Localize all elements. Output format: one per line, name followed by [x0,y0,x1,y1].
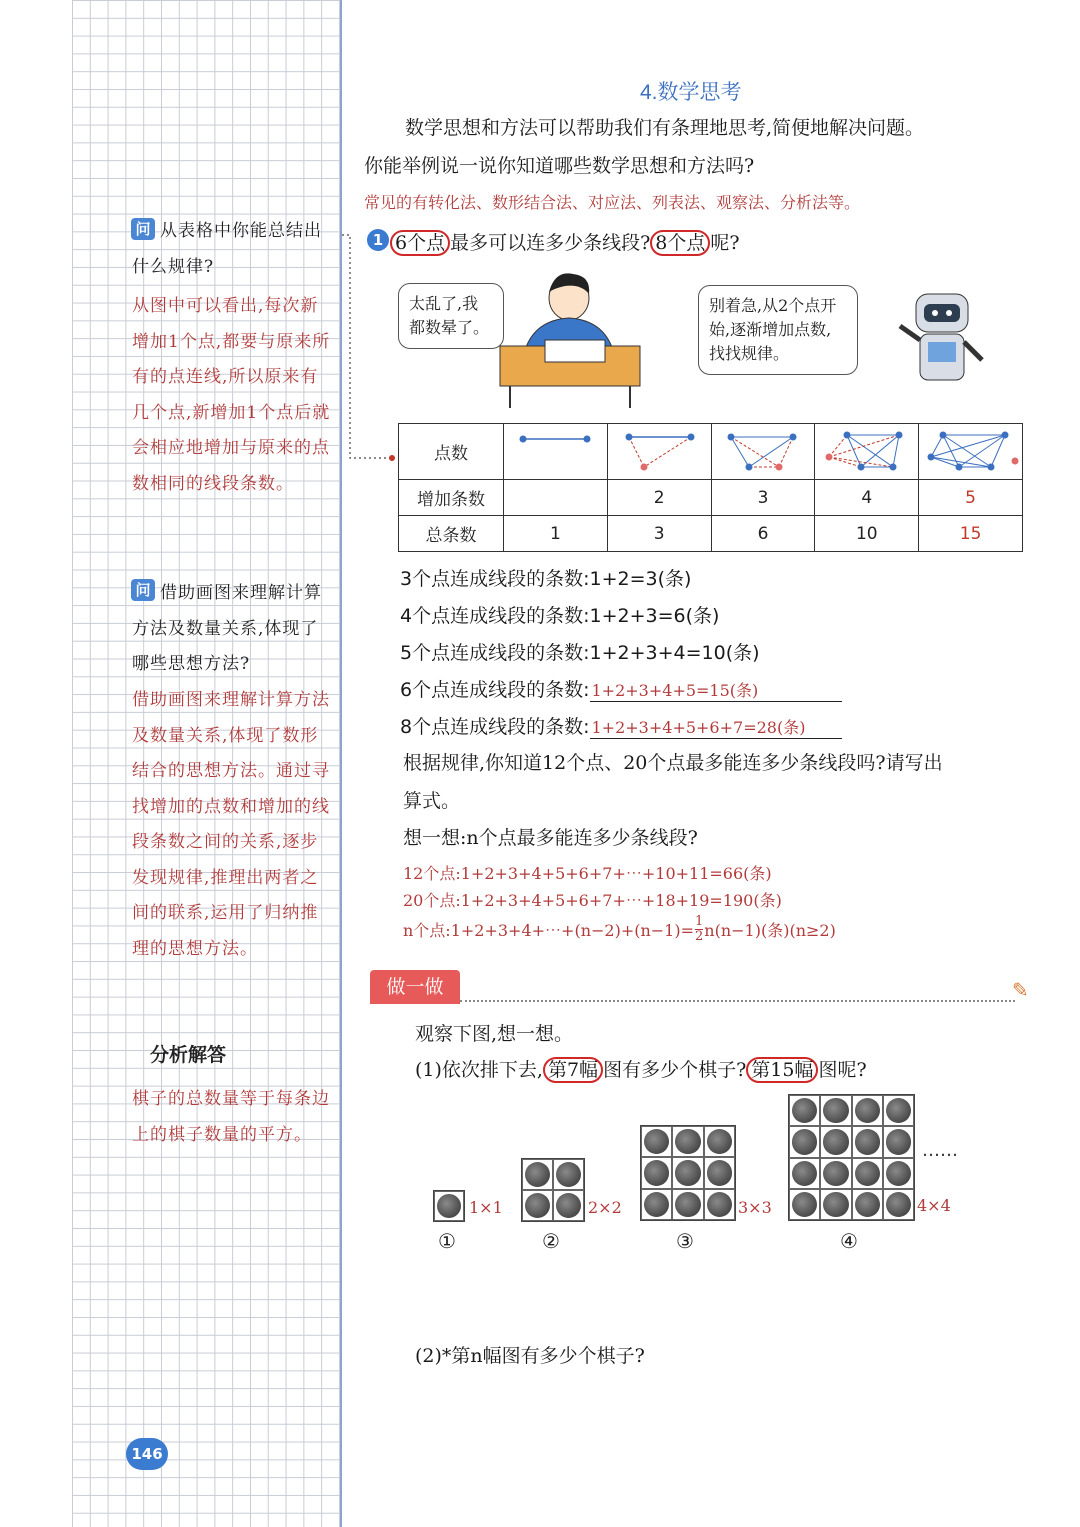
practice-question-1 [415,1055,867,1082]
table-cell: 2 [607,480,711,516]
n-formula-prefix: n个点:1+2+3+4+⋯+(n−2)+(n−1)= [403,921,695,940]
sidebar-question-1: 从表格中你能总结出什么规律? [132,221,322,277]
label-4x4: 4×4 [917,1196,951,1215]
ellipsis: …… [922,1140,958,1161]
question-badge-icon: 问 [131,218,155,240]
practice-question-2: (2)*第n幅图有多少个棋子? [415,1345,645,1367]
piece-grid-2x2 [521,1158,585,1222]
intro-line-1: 数学思想和方法可以帮助我们有条理地思考,简便地解决问题。 [405,117,925,139]
problem-1-end: 呢? [710,232,740,254]
figure-index-3: ③ [676,1229,694,1253]
equation-label: 4个点连成线段的条数: [400,605,590,627]
sidebar-question-2: 借助画图来理解计算方法及数量关系,体现了哪些思想方法? [132,583,322,674]
q1-middle: 图有多少个棋子? [603,1059,747,1081]
question-badge-icon: 问 [131,579,155,601]
equation-value: 1+2+3+4=10(条) [589,642,760,664]
label-1x1: 1×1 [469,1198,503,1217]
sidebar-answer-2: 借助画图来理解计算方法及数量关系,体现了数形结合的思想方法。通过寻找增加的点数和增加的线段条数之间的关系,逐步发现规律,推理出两者之间的联系,运用了归纳推理的思想方法。 [132,690,330,959]
answer-20-points: 20个点:1+2+3+4+5+6+7+⋯+18+19=190(条) [403,891,782,910]
fraction-half [695,915,703,944]
circled-figure-15: 第15幅 [746,1057,818,1083]
table-cell-answer: 15 [919,516,1023,552]
q1-prefix: (1)依次排下去, [415,1059,543,1081]
figure-index-4: ④ [840,1229,858,1253]
equation-value: 1+2+3=6(条) [589,605,720,627]
pencil-icon: ✎ [1012,978,1029,1002]
equation-label: 5个点连成线段的条数: [400,642,590,664]
analysis-answer: 棋子的总数量等于每条边上的棋子数量的平方。 [132,1089,330,1145]
equation-8-points [400,712,842,739]
q1-end: 图呢? [818,1059,867,1081]
section-title: 4.数学思考 [640,81,742,104]
boy-at-desk-illustration [495,270,645,410]
rule-question-line-2: 算式。 [403,790,461,812]
table-cell: 3 [711,480,815,516]
figure-index-1: ① [438,1229,456,1253]
connector-line [320,225,400,465]
piece-grid-3x3 [640,1125,736,1221]
row-label-points: 点数 [399,424,504,480]
table-cell [504,480,608,516]
diagram-2-points [504,424,608,480]
equation-4-points [400,601,719,628]
figure-index-2: ② [542,1229,560,1253]
equation-answer: 1+2+3+4+5=15(条) [590,678,842,702]
rule-question-line-1: 根据规律,你知道12个点、20个点最多能连多少条线段吗?请写出 [403,752,943,774]
diagram-3-points [607,424,711,480]
table-row-points [399,424,1023,480]
n-formula-suffix: n(n−1)(条)(n≥2) [704,921,836,940]
problem-1-question: 最多可以连多少条线段? [450,232,651,254]
table-cell: 1 [504,516,608,552]
analysis-title: 分析解答 [150,1044,227,1066]
circled-8-points: 8个点 [650,230,710,256]
table-row-total [399,516,1023,552]
table-cell: 6 [711,516,815,552]
answer-12-points: 12个点:1+2+3+4+5+6+7+⋯+10+11=66(条) [403,864,772,883]
table-row-increase [399,480,1023,516]
circled-figure-7: 第7幅 [543,1057,603,1083]
label-3x3: 3×3 [738,1198,772,1217]
answer-n-points [403,915,836,944]
row-label-increase: 增加条数 [399,480,504,516]
practice-tag: 做一做 [370,970,460,1004]
diagram-4-points [711,424,815,480]
label-2x2: 2×2 [588,1198,622,1217]
equation-value: 1+2=3(条) [589,568,692,590]
equation-label: 3个点连成线段的条数: [400,568,590,590]
diagram-5-points [815,424,919,480]
row-label-total: 总条数 [399,516,504,552]
diagram-6-points [919,424,1023,480]
observe-instruction: 观察下图,想一想。 [415,1023,574,1045]
equation-answer: 1+2+3+4+5+6+7=28(条) [590,715,842,739]
fraction-denominator: 2 [695,929,704,944]
intro-answer: 常见的有转化法、数形结合法、对应法、列表法、观察法、分析法等。 [364,193,861,212]
page-number: 146 [126,1438,168,1470]
boy-speech-bubble: 太乱了,我都数晕了。 [398,283,504,349]
equation-5-points [400,638,760,665]
points-lines-table [398,423,1023,552]
problem-number-badge: 1 [367,229,389,251]
fraction-numerator: 1 [695,914,704,929]
piece-grid-4x4 [788,1094,915,1221]
circled-6-points: 6个点 [390,230,450,256]
intro-line-2: 你能举例说一说你知道哪些数学思想和方法吗? [364,155,755,177]
equation-6-points [400,675,842,702]
problem-1-text [390,228,740,255]
table-cell: 4 [815,480,919,516]
table-cell: 10 [815,516,919,552]
equation-3-points [400,564,691,591]
robot-speech-bubble: 别着急,从2个点开始,逐渐增加点数,找找规律。 [698,285,858,375]
equation-label: 6个点连成线段的条数: [400,679,590,701]
sidebar-answer-1: 从图中可以看出,每次新增加1个点,都要与原来所有的点连线,所以原来有几个点,新增加1个点后就会相应地增加与原来的点数相同的线段条数。 [132,296,331,494]
table-cell: 3 [607,516,711,552]
think-prompt: 想一想:n个点最多能连多少条线段? [403,827,698,849]
robot-illustration [888,290,988,390]
table-cell-answer: 5 [919,480,1023,516]
practice-divider [460,1000,1015,1002]
piece-grid-1x1 [433,1190,465,1222]
equation-label: 8个点连成线段的条数: [400,716,590,738]
